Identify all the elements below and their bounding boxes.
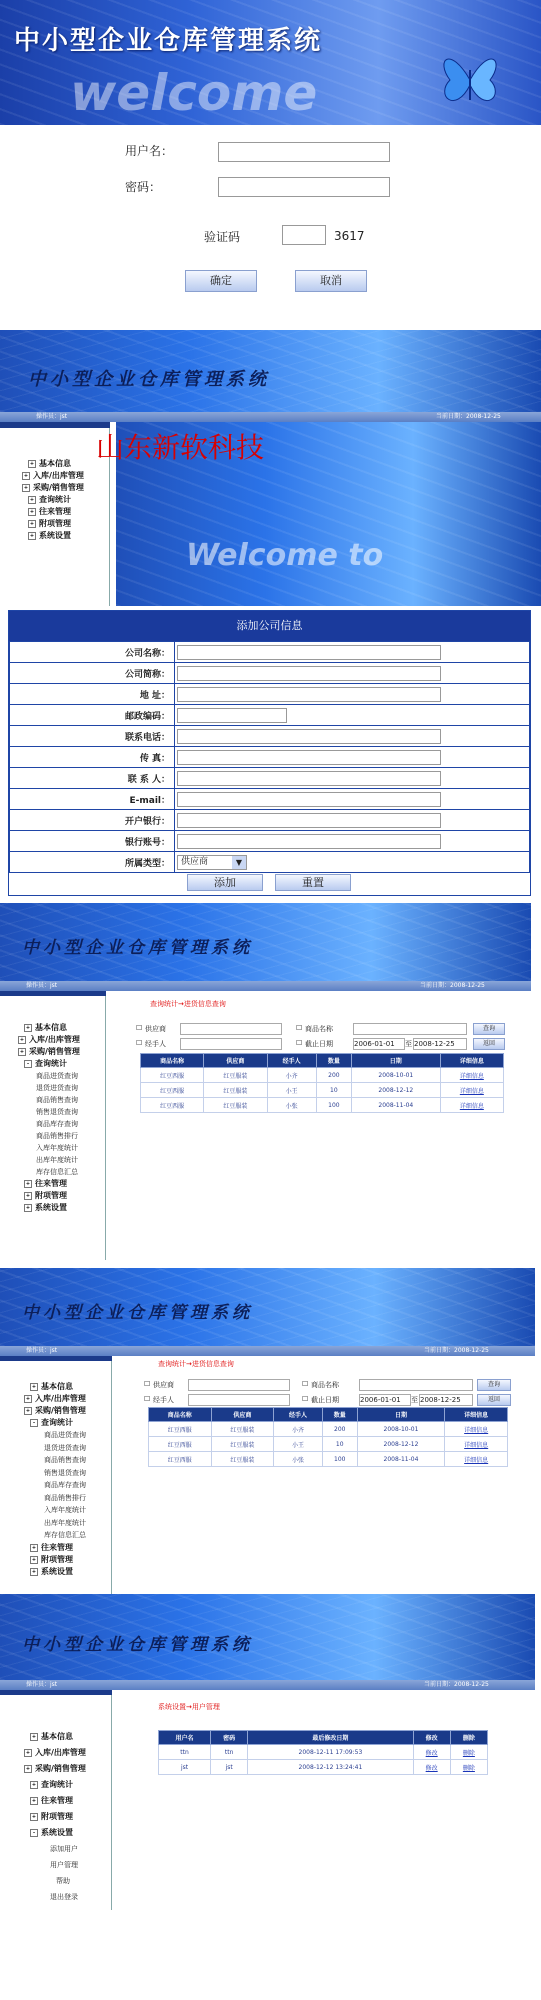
sidebar-item-settings[interactable]: + 系统设置 — [31, 1566, 73, 1576]
home-banner — [0, 330, 541, 412]
expand-icon: + — [31, 1734, 37, 1740]
date-from-input[interactable]: 2006-01-01 — [359, 1394, 411, 1406]
sidebar-sub-item[interactable]: 商品销售查询 — [44, 1456, 86, 1464]
expand-icon: + — [29, 461, 35, 467]
supplier-input[interactable] — [180, 1023, 282, 1035]
date-label: 当前日期：2008-12-25 — [420, 982, 485, 989]
expand-icon: + — [29, 533, 35, 539]
supplier-label: 供应商 — [153, 1381, 174, 1389]
sidebar-item-extras[interactable]: + 附项管理 — [31, 1812, 73, 1821]
contact-input[interactable] — [177, 771, 441, 786]
sidebar-item-contacts[interactable]: + 往来管理 — [31, 1542, 73, 1552]
table-row: ttn ttn 2008-12-11 17:09:53 修改 删除 — [159, 1745, 488, 1760]
reset-button[interactable]: 重置 — [275, 874, 351, 891]
supplier-checkbox[interactable]: ☐ — [136, 1024, 143, 1032]
username-label: 用户名： — [125, 144, 174, 158]
sidebar-item-extras[interactable]: + 附项管理 — [31, 1554, 73, 1564]
sidebar-sub-item[interactable]: 入库年度统计 — [36, 1144, 78, 1152]
login-title: 中小型企业仓库管理系统 — [14, 26, 323, 56]
expand-icon: + — [25, 1408, 31, 1414]
end-date-label: 截止日期 — [305, 1040, 333, 1048]
product-input[interactable] — [353, 1023, 467, 1035]
query-banner-b — [0, 1268, 535, 1346]
sidebar-item-contacts[interactable]: + 往来管理 — [31, 1796, 73, 1805]
operator-label: 操作员：jst — [26, 1347, 58, 1354]
expand-icon: + — [31, 1568, 37, 1575]
sidebar-sub-item[interactable]: 出库年度统计 — [44, 1518, 86, 1527]
sidebar-item-query[interactable]: + 查询统计 — [29, 495, 71, 504]
query-a-table — [140, 1053, 504, 1113]
handler-label: 经手人 — [153, 1396, 174, 1404]
product-label: 商品名称 — [305, 1025, 333, 1033]
sidebar-item-query[interactable]: - 查询统计 — [24, 1058, 105, 1070]
delete-link[interactable]: 删除 — [462, 1749, 475, 1757]
sidebar-sub-item[interactable]: 退货进货查询 — [36, 1084, 78, 1092]
table-row: 红豆西服 红豆服装 小张 100 2008-11-04 详细信息 — [149, 1452, 508, 1467]
breadcrumb: 查询统计→进货信息查询 — [150, 1000, 226, 1008]
date-separator: 至 — [405, 1040, 412, 1048]
detail-link[interactable]: 详细信息 — [464, 1456, 489, 1464]
handler-checkbox[interactable]: ☐ — [144, 1395, 151, 1403]
expand-icon: + — [29, 521, 35, 527]
operator-label: 操作员：jst — [36, 413, 68, 420]
users-content — [158, 1690, 498, 1780]
login-banner — [0, 0, 541, 125]
date-separator: 至 — [411, 1396, 418, 1404]
product-checkbox[interactable]: ☐ — [296, 1024, 303, 1032]
query-b-operator-bar — [0, 1346, 535, 1356]
form-row: 地 址： — [10, 684, 530, 705]
query-banner-a — [0, 903, 531, 981]
expand-icon: + — [25, 1396, 31, 1402]
home-banner-title: 中小型企业仓库管理系统 — [28, 369, 270, 390]
sidebar-item-purchase[interactable]: + 采购/销售管理 — [23, 483, 84, 492]
form-row: E-mail： — [10, 789, 530, 810]
date-from-input[interactable]: 2006-01-01 — [353, 1038, 405, 1050]
expand-icon: + — [29, 497, 35, 503]
company-form-header: 添加公司信息 — [9, 611, 530, 641]
breadcrumb: 查询统计→进货信息查询 — [158, 1360, 234, 1368]
bank-input[interactable] — [177, 813, 441, 828]
sidebar-item-contacts[interactable]: + 往来管理 — [25, 1179, 67, 1188]
query-button[interactable]: 查询 — [477, 1379, 511, 1391]
expand-icon: + — [31, 1384, 37, 1390]
sidebar-item-basic[interactable]: + 基本信息 — [31, 1732, 73, 1741]
sidebar-sub-item[interactable]: 入库年度统计 — [44, 1506, 86, 1514]
sidebar-sub-item[interactable]: 商品库存查询 — [36, 1120, 78, 1128]
cancel-button[interactable]: 取消 — [295, 270, 367, 292]
ok-button[interactable]: 确定 — [185, 270, 257, 292]
date-checkbox[interactable]: ☐ — [302, 1395, 309, 1403]
sidebar-item-contacts[interactable]: + 往来管理 — [29, 507, 71, 516]
users-banner-title: 中小型企业仓库管理系统 — [22, 1635, 253, 1655]
delete-link[interactable]: 删除 — [462, 1764, 475, 1772]
butterfly-icon — [430, 40, 510, 120]
password-label: 密码： — [125, 180, 162, 194]
date-checkbox[interactable]: ☐ — [296, 1039, 303, 1047]
sidebar-sub-item[interactable]: 出库年度统计 — [36, 1156, 78, 1164]
sidebar-item-extras[interactable]: + 附项管理 — [25, 1191, 67, 1200]
expand-icon: + — [31, 1798, 37, 1804]
table-row: 红豆西服 红豆服装 小张 100 2008-11-04 详细信息 — [141, 1098, 504, 1113]
sidebar-item-purchase[interactable]: + 采购/销售管理 — [25, 1406, 86, 1415]
sidebar-item-settings[interactable]: - 系统设置 — [30, 1825, 111, 1841]
expand-icon: + — [25, 1750, 31, 1756]
sidebar-item-basic[interactable]: + 基本信息 — [25, 1023, 67, 1032]
sidebar-item-stock[interactable]: + 入库/出库管理 — [23, 471, 84, 480]
company-form — [8, 610, 531, 896]
add-button[interactable]: 添加 — [187, 874, 263, 891]
date-to-input[interactable]: 2008-12-25 — [413, 1038, 467, 1050]
expand-icon: + — [29, 509, 35, 515]
expand-icon: + — [25, 1193, 31, 1199]
table-row: jst jst 2008-12-12 13:24:41 修改 删除 — [159, 1760, 488, 1775]
supplier-label: 供应商 — [145, 1025, 166, 1033]
expand-icon: + — [31, 1782, 37, 1788]
handler-input[interactable] — [180, 1038, 282, 1050]
captcha-label: 验证码 — [204, 230, 241, 244]
product-label: 商品名称 — [311, 1381, 339, 1389]
date-label: 当前日期：2008-12-25 — [424, 1347, 489, 1354]
table-row: 红豆西服 红豆服装 小齐 200 2008-10-01 详细信息 — [141, 1068, 504, 1083]
welcome-to-text: Welcome to — [186, 538, 384, 573]
users-table — [158, 1730, 488, 1775]
detail-link[interactable]: 详细信息 — [464, 1426, 489, 1434]
sidebar-sub-item[interactable]: 商品进货查询 — [44, 1431, 86, 1439]
date-label: 当前日期：2008-12-25 — [436, 413, 501, 420]
supplier-input[interactable] — [188, 1379, 290, 1391]
home-sidebar — [0, 428, 110, 606]
sidebar-sub-item[interactable]: 商品销售排行 — [44, 1493, 86, 1502]
query-b-table — [148, 1407, 508, 1467]
chevron-down-icon: ▼ — [232, 856, 246, 869]
collapse-icon: - — [30, 1419, 38, 1427]
sidebar-sub-item[interactable]: 用户管理 — [50, 1861, 78, 1869]
expand-icon: + — [25, 1181, 31, 1187]
back-button[interactable]: 返回 — [473, 1038, 505, 1050]
sidebar-item-extras[interactable]: + 附项管理 — [29, 519, 71, 528]
collapse-icon: - — [24, 1060, 32, 1068]
type-select[interactable]: 供应商 ▼ — [177, 855, 247, 870]
users-sidebar — [0, 1695, 112, 1910]
company-name-input[interactable] — [177, 645, 441, 660]
form-row: 公司名称： — [10, 642, 530, 663]
query-banner-b-title: 中小型企业仓库管理系统 — [22, 1303, 253, 1323]
sidebar-sub-item[interactable]: 添加用户 — [50, 1845, 78, 1853]
sidebar-item-purchase[interactable]: + 采购/销售管理 — [19, 1047, 80, 1056]
expand-icon: + — [19, 1049, 25, 1055]
sidebar-sub-item[interactable]: 库存信息汇总 — [44, 1531, 86, 1539]
sidebar-item-basic[interactable]: + 基本信息 — [29, 459, 71, 468]
supplier-checkbox[interactable]: ☐ — [144, 1380, 151, 1388]
form-row: 银行账号： — [10, 831, 530, 852]
handler-checkbox[interactable]: ☐ — [136, 1039, 143, 1047]
username-input[interactable] — [218, 142, 390, 162]
expand-icon: + — [31, 1556, 37, 1563]
expand-icon: + — [19, 1037, 25, 1043]
collapse-icon: - — [30, 1829, 38, 1837]
sidebar-sub-item[interactable]: 商品销售排行 — [36, 1132, 78, 1140]
fax-input[interactable] — [177, 750, 441, 765]
detail-link[interactable]: 详细信息 — [459, 1072, 484, 1080]
sidebar-item-basic[interactable]: + 基本信息 — [31, 1382, 73, 1391]
query-b-content — [144, 1356, 514, 1466]
expand-icon: + — [25, 1025, 31, 1031]
home-operator-bar — [0, 412, 541, 422]
product-input[interactable] — [359, 1379, 473, 1391]
query-button[interactable]: 查询 — [473, 1023, 505, 1035]
sidebar-sub-item[interactable]: 销售退货查询 — [36, 1108, 78, 1116]
sidebar-sub-item[interactable]: 销售退货查询 — [44, 1468, 86, 1477]
sidebar-item-settings[interactable]: + 系统设置 — [25, 1203, 67, 1212]
detail-link[interactable]: 详细信息 — [459, 1102, 484, 1110]
form-row: 联 系 人： — [10, 768, 530, 789]
sidebar-sub-item[interactable]: 商品库存查询 — [44, 1481, 86, 1489]
expand-icon: + — [25, 1205, 31, 1211]
company-short-input[interactable] — [177, 666, 441, 681]
table-header: 商品名称 供应商 经手人 数量 日期 详细信息 — [141, 1054, 504, 1068]
phone-input[interactable] — [177, 729, 441, 744]
table-header: 商品名称 供应商 经手人 数量 日期 详细信息 — [149, 1408, 508, 1422]
sidebar-sub-item[interactable]: 库存信息汇总 — [36, 1168, 78, 1176]
form-row: 邮政编码： — [10, 705, 530, 726]
form-row: 联系电话： — [10, 726, 530, 747]
password-input[interactable] — [218, 177, 390, 197]
form-row: 所属类型： 供应商 ▼ — [10, 852, 530, 873]
edit-link[interactable]: 修改 — [425, 1749, 438, 1757]
table-row: 红豆西服 红豆服装 小王 10 2008-12-12 详细信息 — [141, 1083, 504, 1098]
date-label: 当前日期：2008-12-25 — [424, 1681, 489, 1688]
captcha-input[interactable] — [282, 225, 326, 245]
date-to-input[interactable]: 2008-12-25 — [419, 1394, 473, 1406]
table-row: 红豆西服 红豆服装 小王 10 2008-12-12 详细信息 — [149, 1437, 508, 1452]
sidebar-sub-item[interactable]: 帮助 — [56, 1877, 70, 1885]
sidebar-item-settings[interactable]: + 系统设置 — [29, 531, 71, 540]
form-row: 传 真： — [10, 747, 530, 768]
handler-label: 经手人 — [145, 1040, 166, 1048]
expand-icon: + — [25, 1766, 31, 1772]
sidebar-item-stock[interactable]: + 入库/出库管理 — [25, 1394, 86, 1403]
sidebar-item-query[interactable]: - 查询统计 — [30, 1417, 111, 1429]
operator-label: 操作员：jst — [26, 982, 58, 989]
table-header: 用户名 密码 最后修改日期 修改 删除 — [159, 1731, 488, 1745]
account-input[interactable] — [177, 834, 441, 849]
query-a-sidebar — [0, 996, 106, 1260]
users-operator-bar — [0, 1680, 535, 1690]
expand-icon: + — [23, 485, 29, 491]
expand-icon: + — [31, 1544, 37, 1551]
query-b-sidebar — [0, 1361, 112, 1595]
company-name-text: 山东新软科技 — [96, 431, 265, 464]
users-banner — [0, 1594, 535, 1680]
sidebar-sub-item[interactable]: 商品进货查询 — [36, 1072, 78, 1080]
email-input[interactable] — [177, 792, 441, 807]
operator-label: 操作员：jst — [26, 1681, 58, 1688]
postcode-input[interactable] — [177, 708, 287, 723]
breadcrumb: 系统设置→用户管理 — [158, 1703, 220, 1711]
company-form-table — [9, 641, 530, 873]
login-welcome: welcome — [70, 64, 318, 122]
query-banner-a-title: 中小型企业仓库管理系统 — [22, 938, 253, 958]
sidebar-item-purchase[interactable]: + 采购/销售管理 — [25, 1764, 86, 1773]
expand-icon: + — [31, 1814, 37, 1820]
sidebar-item-stock[interactable]: + 入库/出库管理 — [25, 1748, 86, 1757]
back-button[interactable]: 返回 — [477, 1394, 511, 1406]
edit-link[interactable]: 修改 — [425, 1764, 438, 1772]
form-row: 开户银行： — [10, 810, 530, 831]
query-a-content — [136, 996, 506, 1116]
sidebar-item-query[interactable]: + 查询统计 — [31, 1780, 73, 1789]
expand-icon: + — [23, 473, 29, 479]
table-row: 红豆西服 红豆服装 小齐 200 2008-10-01 详细信息 — [149, 1422, 508, 1437]
detail-link[interactable]: 详细信息 — [464, 1441, 489, 1449]
handler-input[interactable] — [188, 1394, 290, 1406]
captcha-code: 3617 — [334, 229, 365, 243]
detail-link[interactable]: 详细信息 — [459, 1087, 484, 1095]
query-a-operator-bar — [0, 981, 531, 991]
sidebar-sub-item[interactable]: 退出登录 — [50, 1893, 78, 1901]
sidebar-sub-item[interactable]: 退货进货查询 — [44, 1443, 86, 1452]
sidebar-item-stock[interactable]: + 入库/出库管理 — [19, 1035, 80, 1044]
address-input[interactable] — [177, 687, 441, 702]
end-date-label: 截止日期 — [311, 1396, 339, 1404]
form-row: 公司简称： — [10, 663, 530, 684]
product-checkbox[interactable]: ☐ — [302, 1380, 309, 1388]
sidebar-sub-item[interactable]: 商品销售查询 — [36, 1096, 78, 1104]
